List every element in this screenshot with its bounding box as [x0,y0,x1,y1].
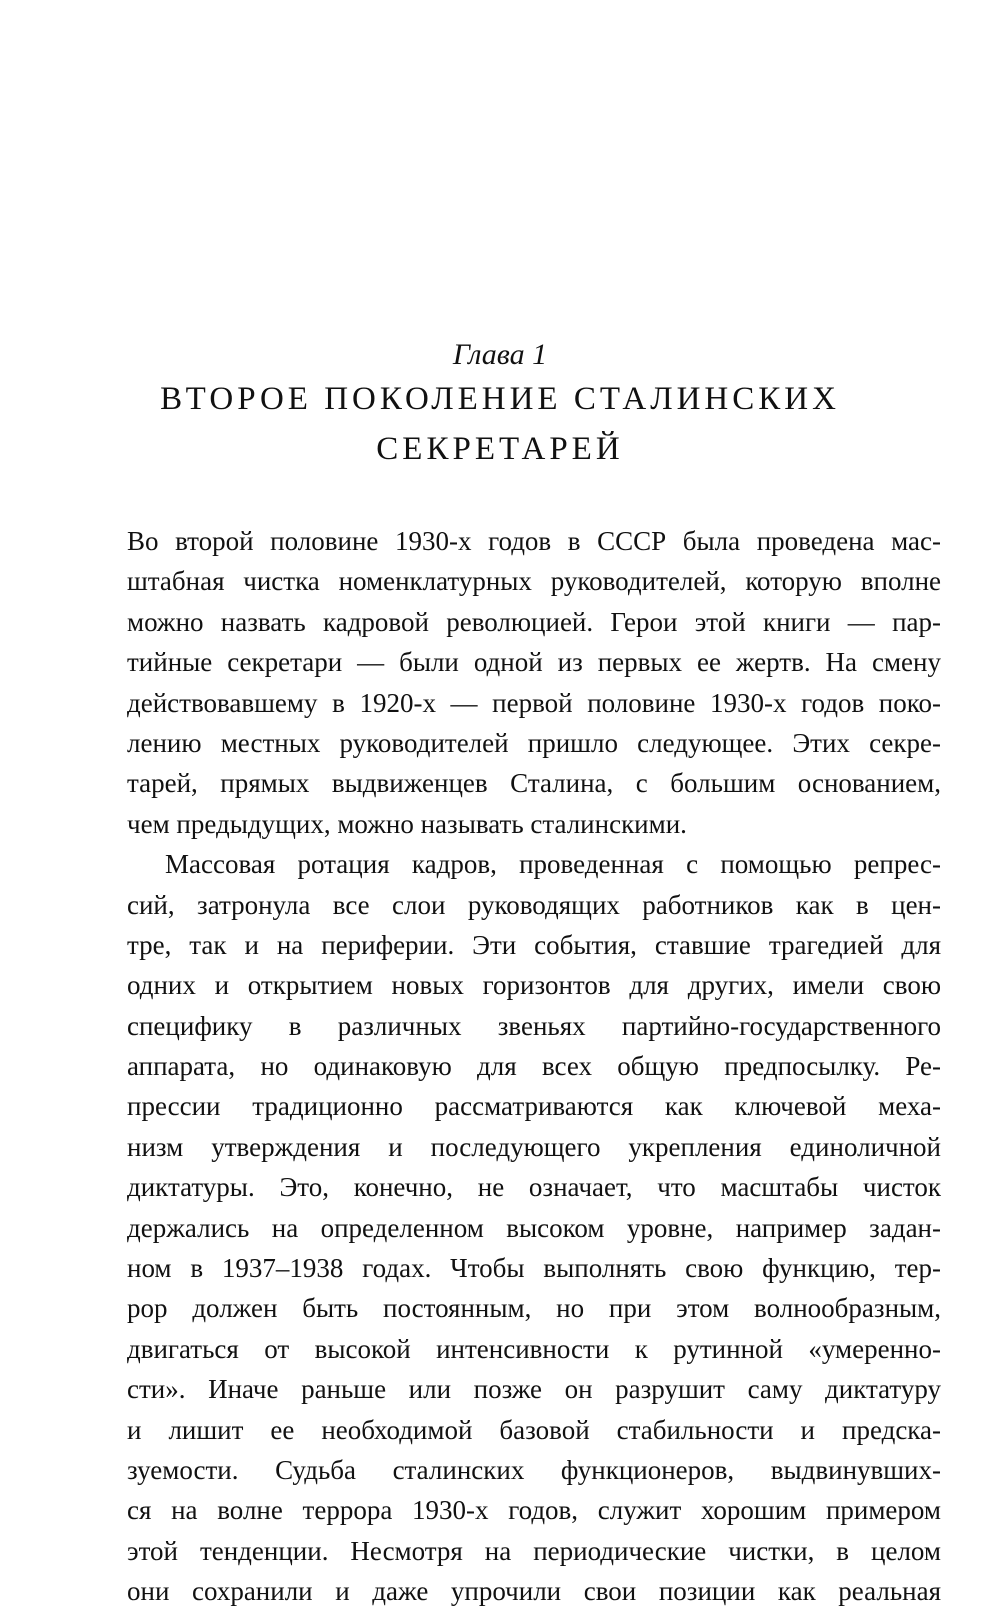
text-line: сий, затронула все слои руководящих работников как в цен- [127,889,941,920]
text-line: одних и открытием новых горизонтов для других, имели свою [127,970,941,1001]
text-line: двигаться от высокой интенсивности к рутинной «умеренно- [127,1333,941,1364]
text-line: тийные секретари — были одной из первых ее жертв. На смену [127,647,941,678]
text-line: держались на определенном высоком уровне, например задан- [127,1212,941,1243]
chapter-title-line-2: СЕКРЕТАРЕЙ [376,431,624,467]
text-line: зуемости. Судьба сталинских функционеров, выдвинувших- [127,1454,941,1485]
text-line: лению местных руководителей пришло следующее. Этих секре- [127,727,941,758]
text-line: тре, так и на периферии. Эти события, ставшие трагедией для [127,929,941,960]
paragraph-1 [127,521,941,844]
text-line: они сохранили и даже упрочили свои позиции как реальная [127,1576,941,1607]
text-line: этой тенденции. Несмотря на периодические чистки, в целом [127,1535,941,1566]
chapter-label: Глава 1 [452,338,548,371]
text-line: низм утверждения и последующего укрепления единоличной [127,1131,941,1162]
text-line: сти». Иначе раньше или позже он разрушит саму диктатуру [127,1374,941,1405]
chapter-title [150,374,850,474]
text-line: чем предыдущих, можно называть сталинскими. [127,808,687,839]
text-line: специфику в различных звеньях партийно-государственного [127,1010,941,1041]
chapter-title-line-1: ВТОРОЕ ПОКОЛЕНИЕ СТАЛИНСКИХ [160,381,840,417]
text-line: штабная чистка номенклатурных руководителей, которую вполне [127,566,941,597]
text-line: Массовая ротация кадров, проведенная с помощью репрес- [165,849,941,880]
text-line: и лишит ее необходимой базовой стабильности и предска- [127,1414,941,1445]
paragraph-2 [127,844,941,1611]
body-text [127,521,941,1612]
text-line: Во второй половине 1930-х годов в СССР была проведена мас- [127,526,941,556]
text-line: можно назвать кадровой революцией. Герои этой книги — пар- [127,606,941,637]
text-line: рор должен быть постоянным, но при этом волнообразным, [127,1293,941,1324]
text-line: прессии традиционно рассматриваются как ключевой меха- [127,1091,941,1122]
text-line: аппарата, но одинаковую для всех общую предпосылку. Ре- [127,1051,941,1082]
text-line: диктатуры. Это, конечно, не означает, что масштабы чисток [127,1172,941,1203]
text-line: ном в 1937–1938 годах. Чтобы выполнять свою функцию, тер- [127,1253,941,1284]
text-line: ся на волне террора 1930-х годов, служит хорошим примером [127,1495,941,1526]
text-line: действовавшему в 1920-х — первой половине 1930-х годов поко- [127,687,941,718]
text-line: тарей, прямых выдвиженцев Сталина, с большим основанием, [127,768,941,799]
